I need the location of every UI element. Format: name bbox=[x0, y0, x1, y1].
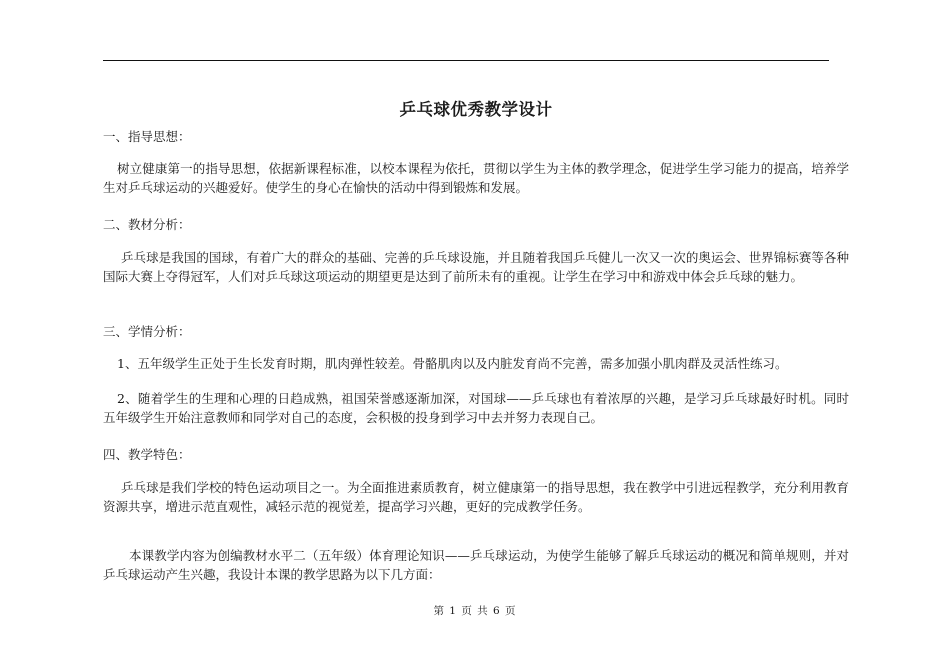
page-footer: 第 1 页 共 6 页 bbox=[433, 605, 517, 617]
document-title: 乒乓球优秀教学设计 bbox=[399, 100, 553, 119]
paragraph-learner-analysis-2: 2、随着学生的生理和心理的日趋成熟，祖国荣誉感逐渐加深，对国球——乒乓球也有着浓厚的兴趣，是学习乒乓球最好时机。同时五年级学生开始注意教师和同学对自己的态度，会积极的投身到学习中去并努力表现自己。 bbox=[103, 391, 849, 425]
paragraph-lesson-content: 本课教学内容为创编教材水平二（五年级）体育理论知识——乒乓球运动，为使学生能够了解乒乓球运动的概况和简单规则，并对乒乓球运动产生兴趣，我设计本课的教学思路为以下几方面： bbox=[103, 548, 849, 582]
paragraph-guiding-ideology: 树立健康第一的指导思想，依据新课程标准，以校本课程为依托，贯彻以学生为主体的教学理念，促进学生学习能力的提高，培养学生对乒乓球运动的兴趣爱好。使学生的身心在愉快的活动中得到锻炼和发展。 bbox=[103, 161, 849, 195]
section-heading-learner-analysis: 三、学情分析： bbox=[103, 324, 191, 339]
paragraph-material-analysis: 乒乓球是我国的国球，有着广大的群众的基础、完善的乒乓球设施，并且随着我国乒乓健儿一次又一次的奥运会、世界锦标赛等各种国际大赛上夺得冠军，人们对乒乓球这项运动的期望更是达到了前所未有的重视。让学生在学习中和游戏中体会乒乓球的魅力。 bbox=[103, 250, 849, 284]
section-heading-material-analysis: 二、教材分析： bbox=[103, 217, 191, 232]
header-rule bbox=[103, 60, 829, 61]
section-heading-teaching-features: 四、教学特色： bbox=[103, 447, 191, 462]
paragraph-learner-analysis-1: 1、五年级学生正处于生长发育时期，肌肉弹性较差。骨骼肌肉以及内脏发育尚不完善，需多加强小肌肉群及灵活性练习。 bbox=[117, 356, 788, 371]
section-heading-guiding-ideology: 一、指导思想： bbox=[103, 129, 191, 144]
paragraph-teaching-features: 乒乓球是我们学校的特色运动项目之一。为全面推进素质教育，树立健康第一的指导思想，我在教学中引进远程教学，充分利用教育资源共享，增进示范直观性，减轻示范的视觉差，提高学习兴趣，更好的完成教学任务。 bbox=[103, 480, 849, 514]
